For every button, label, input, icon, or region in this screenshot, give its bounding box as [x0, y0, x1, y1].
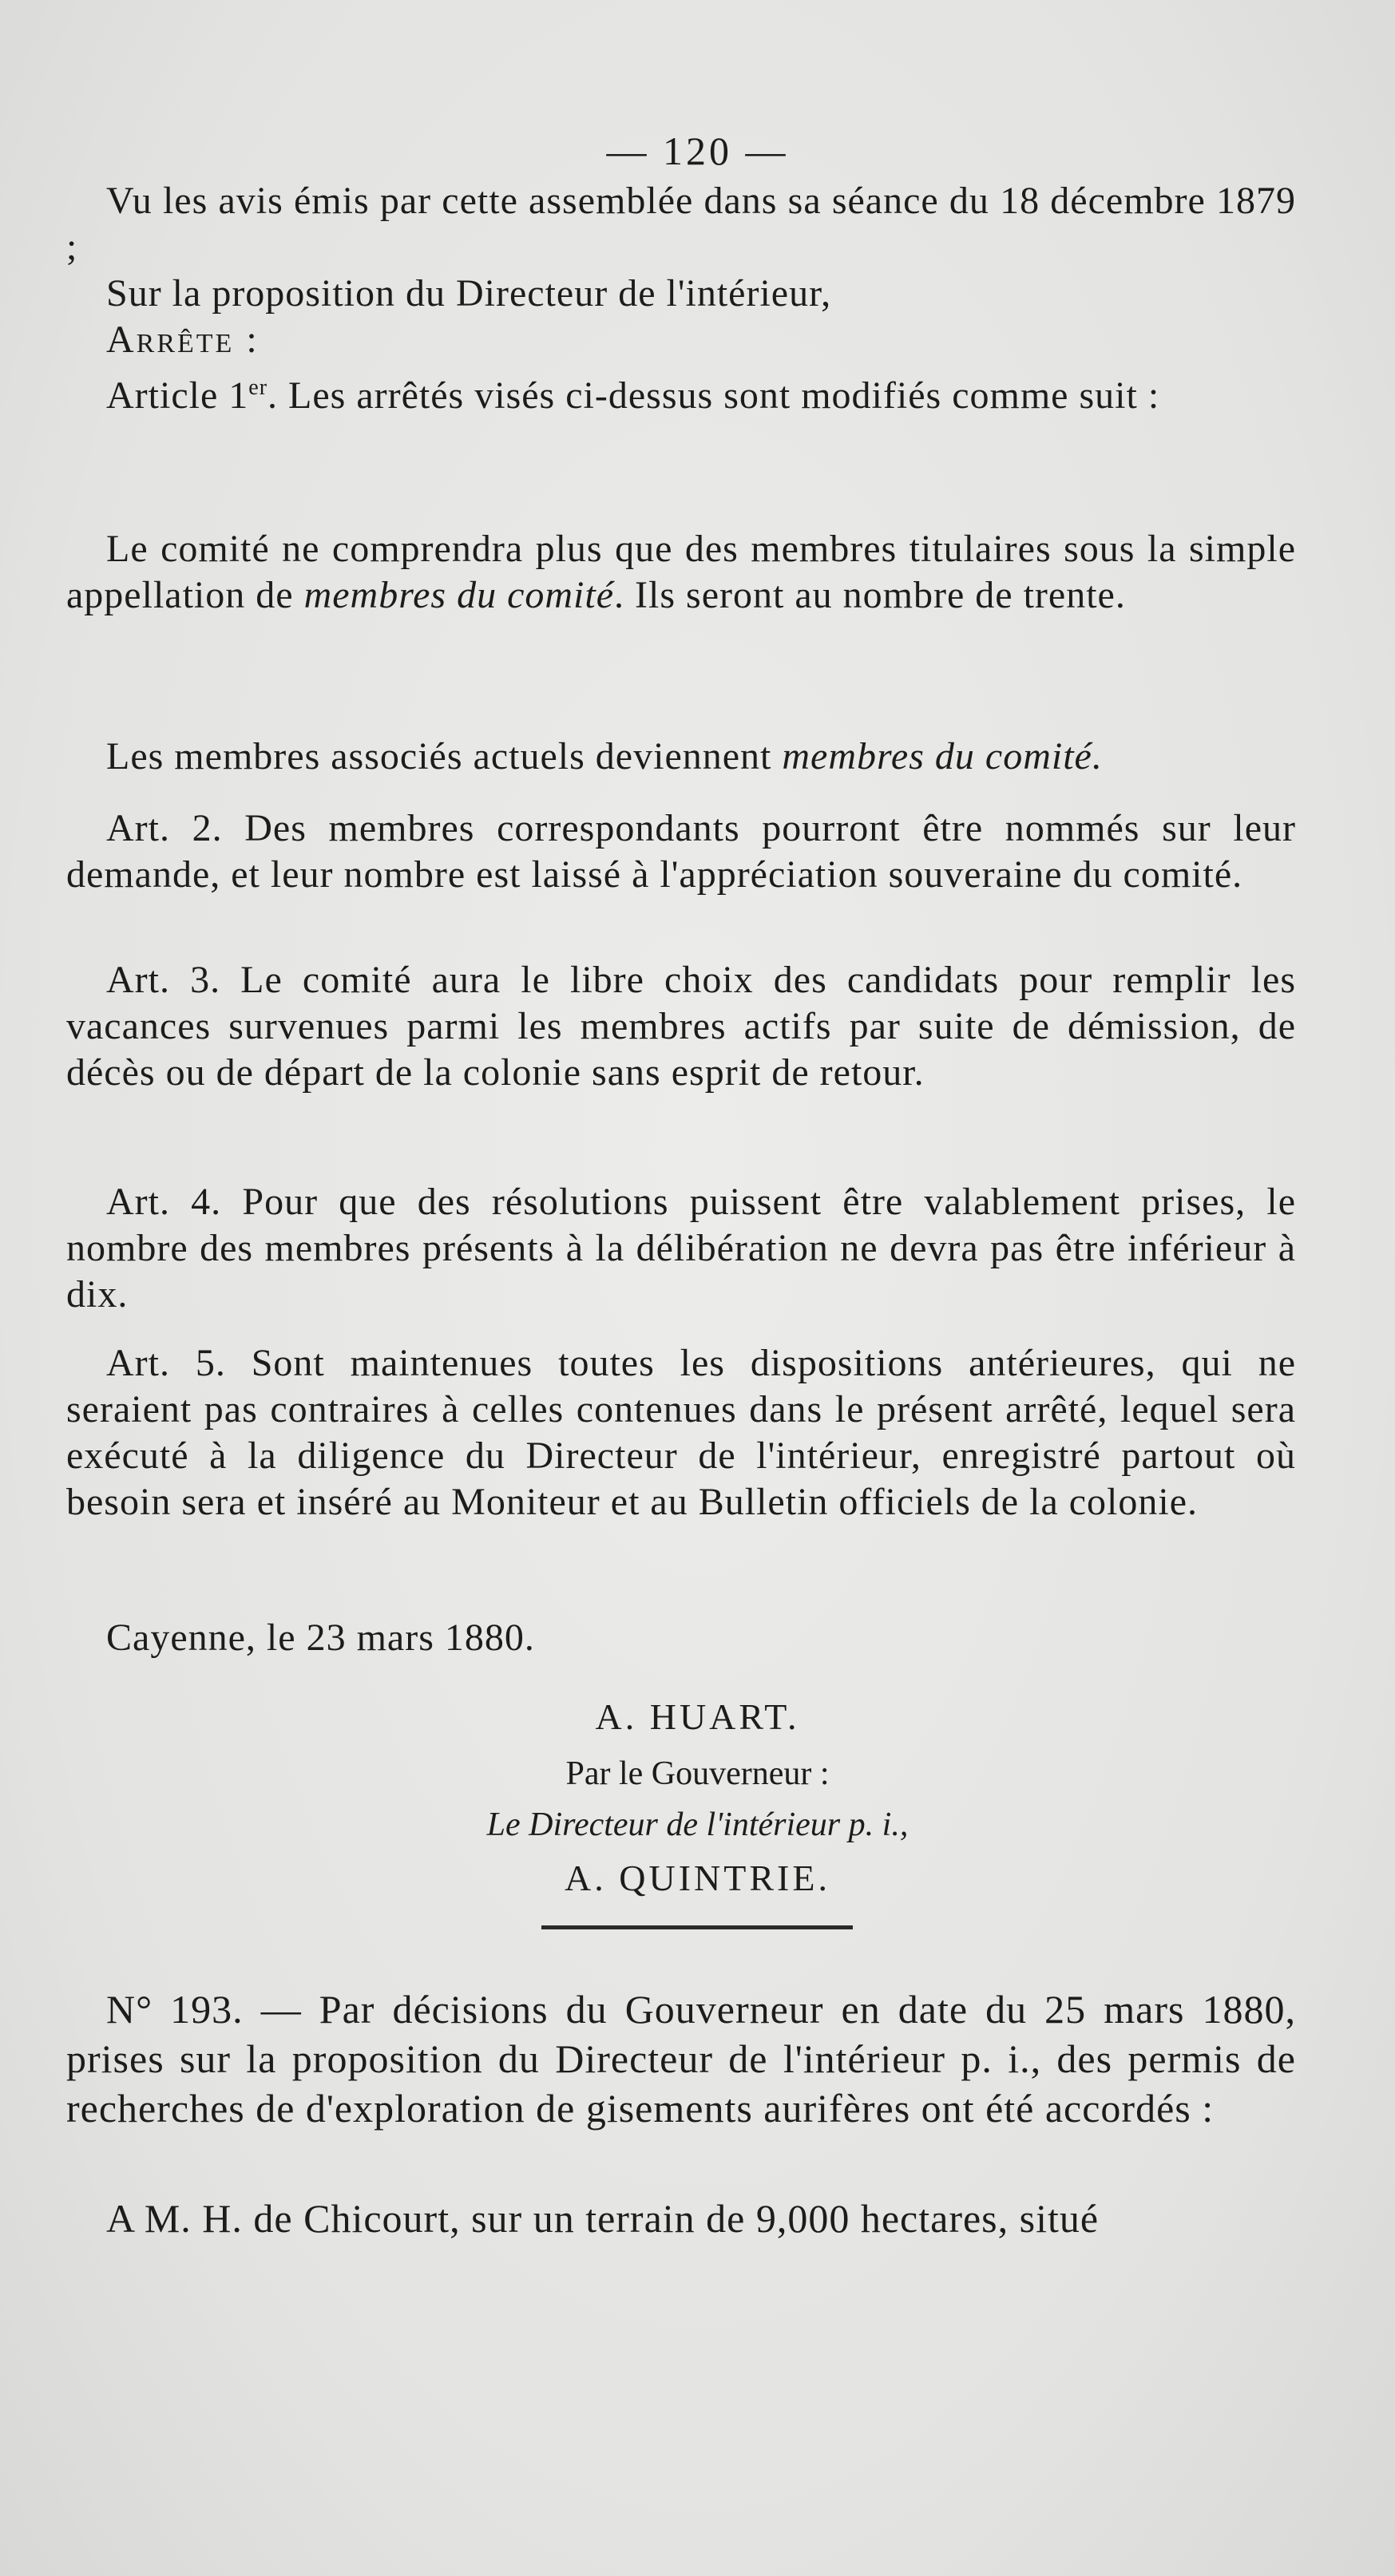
place-date: Cayenne, le 23 mars 1880. — [106, 1616, 535, 1659]
paragraph-comite — [66, 526, 1296, 619]
article-1-text: . Les arrêtés visés ci-dessus sont modifiés comme suit : — [268, 374, 1160, 417]
paragraph-associes-italic: membres du comité. — [782, 735, 1103, 778]
article-3: Art. 3. Le comité aura le libre choix des candidats pour remplir les vacances survenues parmi les membres actifs par suite de démission, de décès ou de départ de la colonie sans esprit de retour. — [66, 959, 1296, 1094]
paragraph-associes-a: Les membres associés actuels deviennent — [106, 735, 783, 778]
article-1 — [66, 365, 1296, 419]
signature-by: Par le Gouverneur : — [565, 1755, 830, 1792]
paragraph-proposition: Sur la proposition du Directeur de l'intérieur, — [106, 272, 832, 315]
signature-name: A. HUART. — [595, 1696, 800, 1737]
article-5: Art. 5. Sont maintenues toutes les dispositions antérieures, qui ne seraient pas contraires à celles contenues dans le présent arrêté, lequel sera exécuté à la diligence du Directeur de l'intérieur, enregistré partout où besoin sera et inséré au Moniteur et au Bulletin officiels de la colonie. — [66, 1342, 1296, 1523]
paragraph-vu: Vu les avis émis par cette assemblée dans sa séance du 18 décembre 1879 ; — [66, 180, 1296, 268]
paragraph-comite-italic: membres du comité — [303, 574, 615, 616]
heading-arrete: Arrête : — [106, 319, 260, 361]
signature-name-2: A. QUINTRIE. — [565, 1858, 830, 1898]
article-1-lead: Article 1 — [106, 374, 249, 417]
article-4: Art. 4. Pour que des résolutions puissent être valablement prises, le nombre des membres présents à la délibération ne devra pas être inférieur à dix. — [66, 1181, 1296, 1316]
section-divider — [541, 1925, 853, 1929]
signature-title: Le Directeur de l'intérieur p. i., — [486, 1806, 909, 1843]
decision-193-continued: A M. H. de Chicourt, sur un terrain de 9,000 hectares, situé — [106, 2196, 1100, 2241]
paragraph-associes — [66, 734, 1296, 780]
article-1-superscript: er — [248, 375, 268, 400]
article-2: Art. 2. Des membres correspondants pourront être nommés sur leur demande, et leur nombre est laissé à l'appréciation souveraine du comité. — [66, 807, 1296, 896]
paragraph-comite-a: Le comité ne comprendra plus que des membres titulaires sous la simple appellation de — [66, 528, 1296, 616]
decision-193: N° 193. — Par décisions du Gouverneur en date du 25 mars 1880, prises sur la proposition du Directeur de l'intérieur p. i., des permis de recherches de d'exploration de gisements aurifères ont été accordés : — [66, 1987, 1296, 2131]
paragraph-comite-b: . Ils seront au nombre de trente. — [614, 574, 1126, 616]
page-number: — 120 — — [606, 129, 789, 173]
